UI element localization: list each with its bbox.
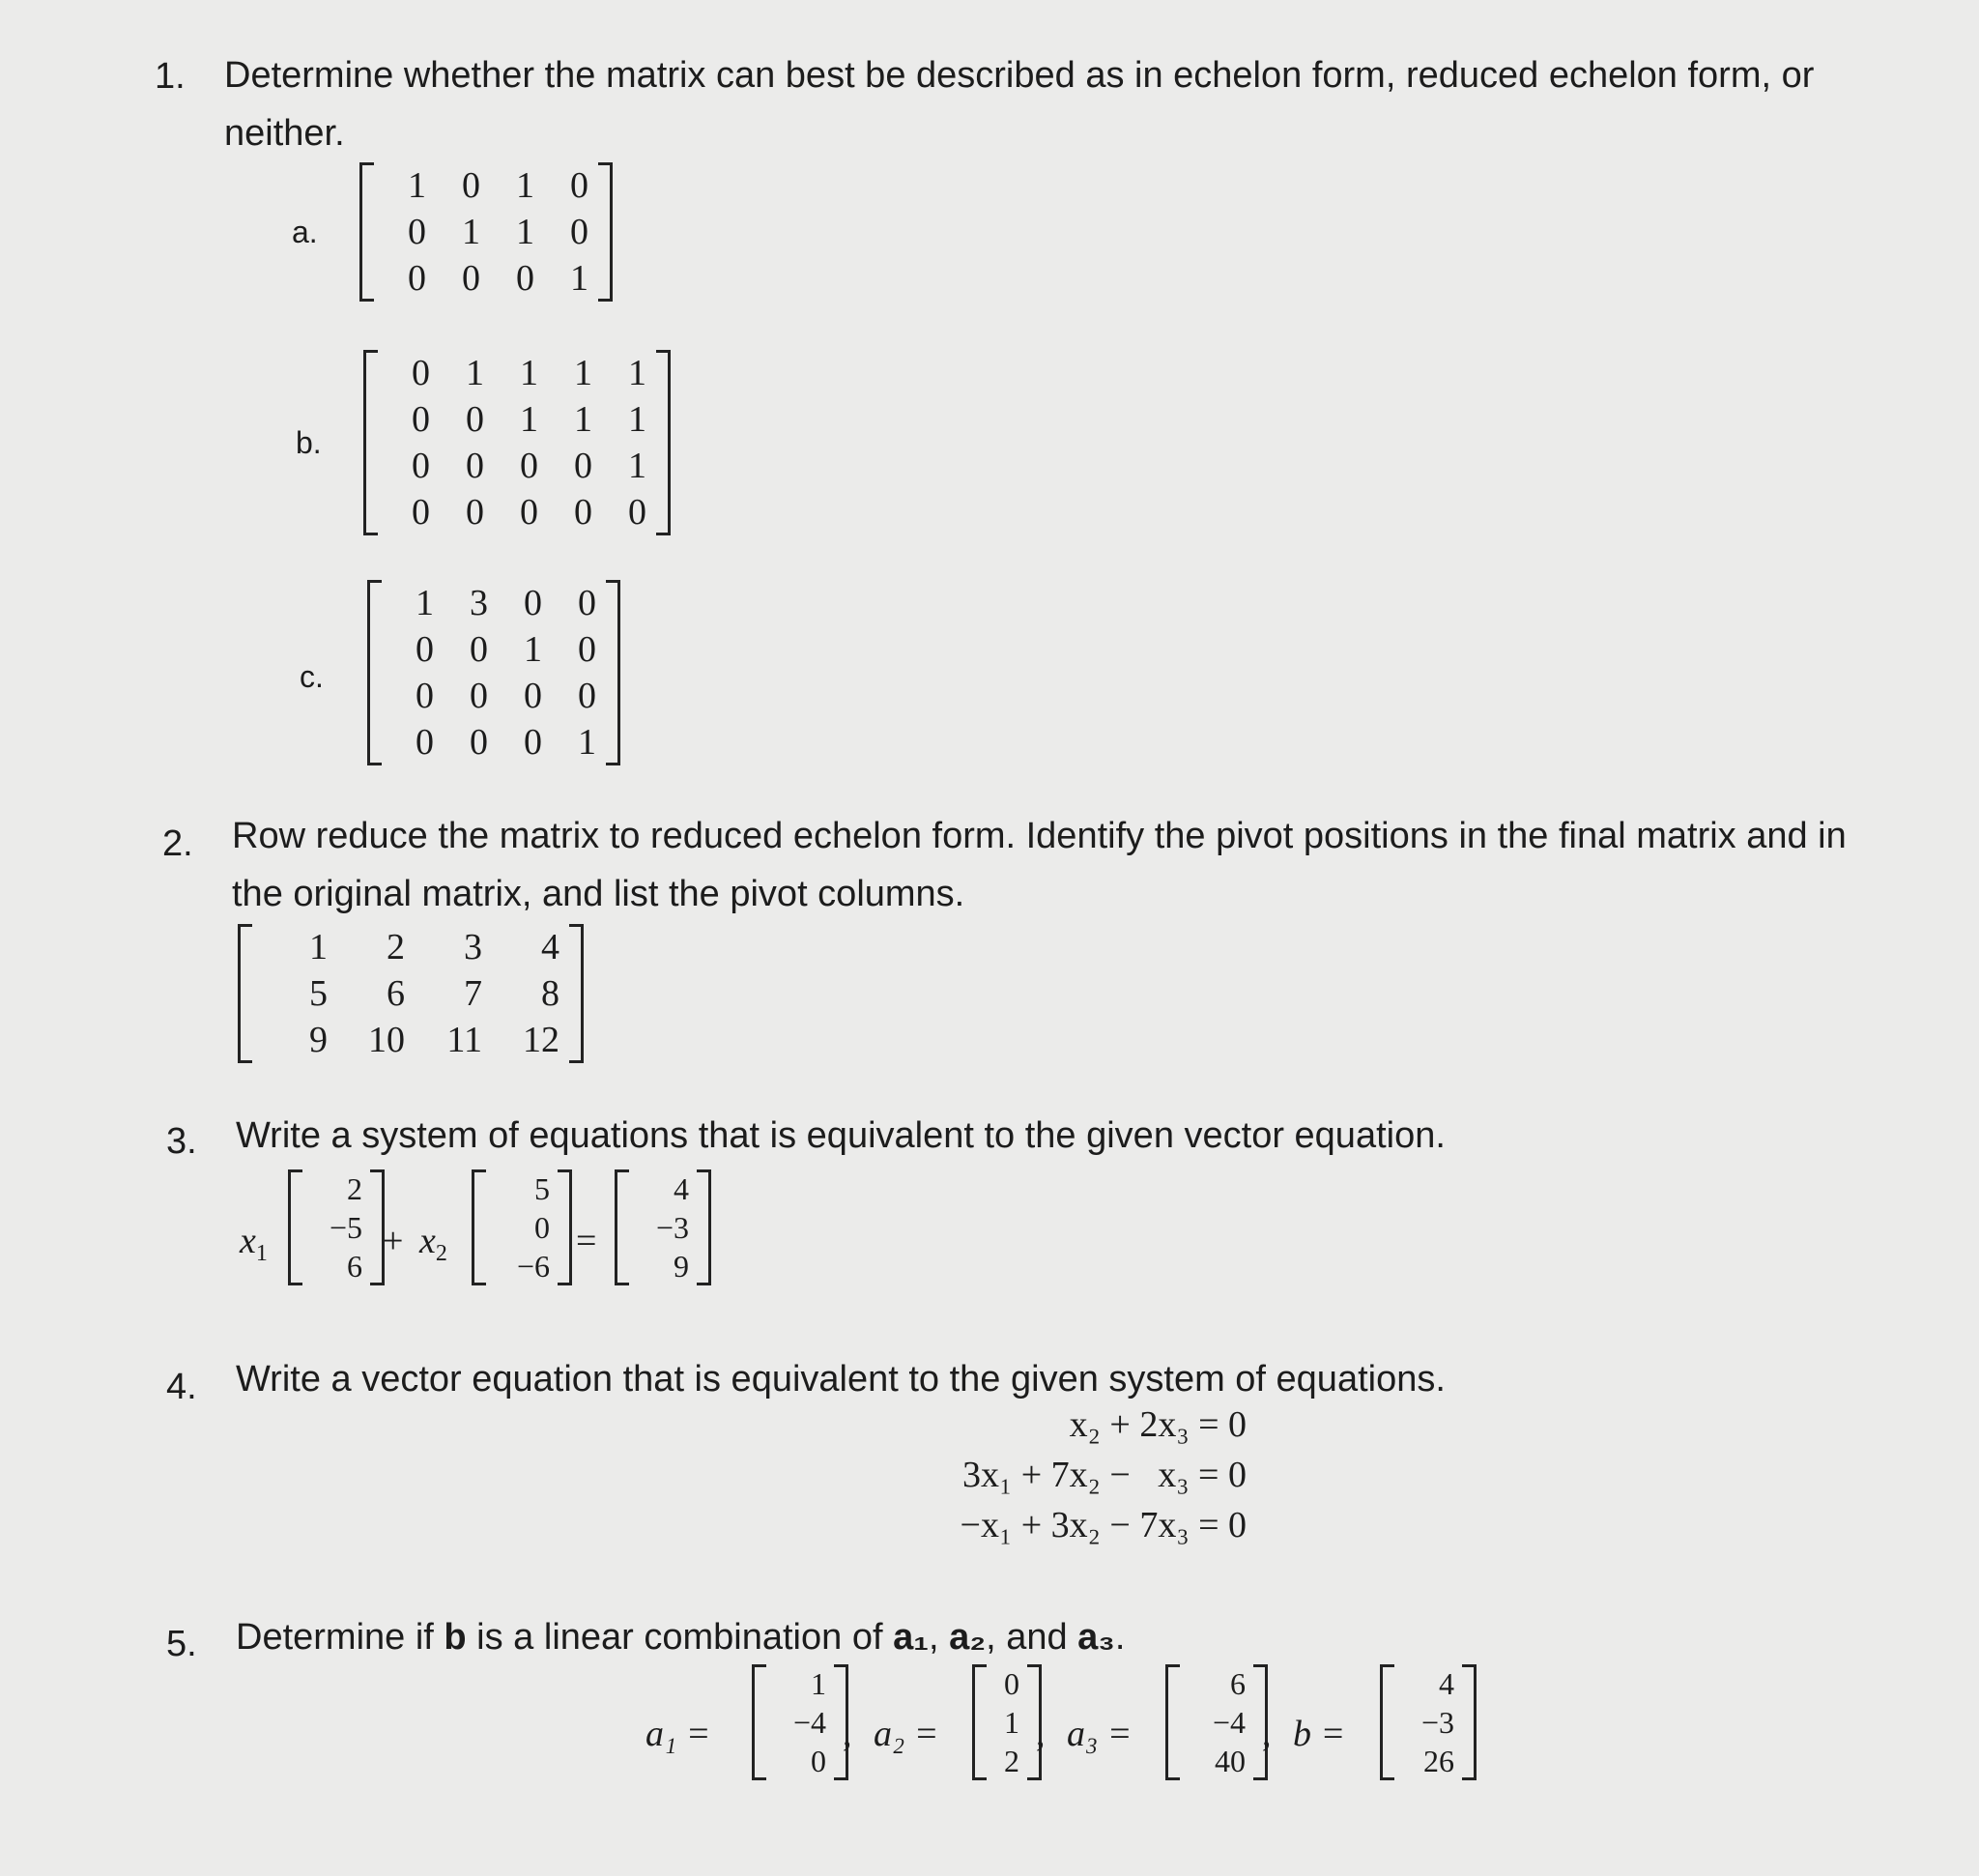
q1-a-matrix <box>359 162 613 302</box>
right-bracket <box>697 1169 711 1285</box>
q5-text-sep: , and <box>986 1617 1078 1658</box>
vector-entry: 0 <box>1004 1666 1019 1701</box>
q5-text-a3: a₃ <box>1077 1617 1115 1658</box>
subscript: 2 <box>435 1241 447 1266</box>
x-variable: x <box>240 1221 256 1261</box>
x-variable: x <box>419 1221 436 1261</box>
q3-x2 <box>419 1220 447 1267</box>
matrix-entry: 0 <box>628 492 646 533</box>
matrix-entry: 0 <box>408 212 426 252</box>
q5-a1-label: a₁ = <box>645 1714 711 1754</box>
matrix-entry: 1 <box>570 258 588 299</box>
q2-text: Row reduce the matrix to reduced echelon form. Identify the pivot positions in the final matrix and in the original matrix, and list the pivot columns. <box>232 816 1847 914</box>
vector-entry: 9 <box>674 1249 689 1284</box>
q4-equation-2: 3x₁ + 7x₂ − x₃ = 0 <box>961 1455 1247 1495</box>
q5-a3-vector <box>1165 1664 1268 1780</box>
matrix-entry: 1 <box>520 399 538 440</box>
matrix-entry: 0 <box>570 212 588 252</box>
vector-entry: −4 <box>792 1705 826 1740</box>
matrix-entry: 0 <box>520 446 538 486</box>
comma: , <box>1262 1714 1272 1754</box>
q5-text <box>236 1608 1936 1666</box>
q1-c-matrix <box>367 580 620 765</box>
comma: , <box>843 1714 852 1754</box>
vector-entry: 1 <box>811 1666 826 1701</box>
matrix-entry: 1 <box>516 212 534 252</box>
matrix-entry: 3 <box>470 583 488 623</box>
vector-entry: −6 <box>516 1249 550 1284</box>
matrix-entry: 1 <box>408 165 426 206</box>
matrix-entry: 1 <box>309 927 328 967</box>
q2-number: 2. <box>162 823 193 864</box>
q1-b-label: b. <box>296 425 322 460</box>
q5-number: 5. <box>166 1624 197 1664</box>
matrix-entry: 11 <box>446 1020 482 1060</box>
left-bracket <box>752 1664 766 1780</box>
left-bracket <box>1380 1664 1394 1780</box>
left-bracket <box>472 1169 486 1285</box>
q5-a2-label: a₂ = <box>874 1714 939 1754</box>
matrix-entry: 0 <box>462 165 480 206</box>
vector-entry: −4 <box>1212 1705 1246 1740</box>
q3-x1 <box>240 1220 268 1267</box>
matrix-entry: 1 <box>516 165 534 206</box>
left-bracket <box>972 1664 987 1780</box>
subscript: 1 <box>255 1241 268 1266</box>
matrix-entry: 1 <box>574 399 592 440</box>
matrix-entry: 0 <box>412 353 430 393</box>
matrix-entry: 8 <box>541 973 559 1014</box>
q3-vector-3 <box>615 1169 711 1285</box>
matrix-entry: 0 <box>524 722 542 763</box>
matrix-entry: 0 <box>516 258 534 299</box>
matrix-entry: 0 <box>412 446 430 486</box>
matrix-entry: 6 <box>387 973 405 1014</box>
right-bracket <box>598 162 613 302</box>
matrix-entry: 0 <box>578 629 596 670</box>
matrix-entry: 1 <box>578 722 596 763</box>
vector-entry: −3 <box>655 1210 689 1245</box>
q5-a2-vector <box>972 1664 1042 1780</box>
matrix-entry: 1 <box>628 399 646 440</box>
matrix-entry: 3 <box>464 927 482 967</box>
matrix-entry: 1 <box>574 353 592 393</box>
q5-text-a2: a₂ <box>949 1617 987 1658</box>
matrix-entry: 1 <box>628 353 646 393</box>
matrix-entry: 7 <box>464 973 482 1014</box>
q5-text-b: b <box>444 1617 467 1658</box>
vector-entry: 2 <box>1004 1744 1019 1778</box>
vector-entry: 6 <box>347 1249 362 1284</box>
matrix-entry: 0 <box>416 722 434 763</box>
q4-text: Write a vector equation that is equivalent to the given system of equations. <box>236 1359 1446 1400</box>
q2-matrix <box>238 924 584 1063</box>
right-bracket <box>569 924 584 1063</box>
q4-equation-3: −x₁ + 3x₂ − 7x₃ = 0 <box>960 1505 1247 1545</box>
matrix-entry: 0 <box>416 676 434 716</box>
q3-vector-2 <box>472 1169 572 1285</box>
q5-a3-label: a₃ = <box>1067 1714 1133 1754</box>
matrix-entry: 2 <box>387 927 405 967</box>
q4-number: 4. <box>166 1367 197 1407</box>
q1-b-matrix <box>363 350 671 535</box>
matrix-entry: 0 <box>520 492 538 533</box>
left-bracket <box>1165 1664 1180 1780</box>
q5-text-mid: is a linear combination of <box>466 1617 894 1658</box>
matrix-entry: 0 <box>412 399 430 440</box>
right-bracket <box>606 580 620 765</box>
vector-entry: 5 <box>534 1171 550 1206</box>
q1-text: Determine whether the matrix can best be described as in echelon form, reduced echelon form, or neither. <box>224 55 1815 154</box>
matrix-entry: 0 <box>524 583 542 623</box>
matrix-entry: 1 <box>524 629 542 670</box>
q3-text: Write a system of equations that is equivalent to the given vector equation. <box>236 1115 1446 1156</box>
matrix-entry: 0 <box>570 165 588 206</box>
q1-a-label: a. <box>292 215 318 249</box>
q4-equation-1: x₂ + 2x₃ = 0 <box>1069 1404 1247 1445</box>
vector-entry: 4 <box>1439 1666 1454 1701</box>
matrix-entry: 1 <box>466 353 484 393</box>
q5-a1-vector <box>752 1664 848 1780</box>
matrix-entry: 1 <box>628 446 646 486</box>
matrix-entry: 0 <box>574 492 592 533</box>
matrix-entry: 0 <box>578 583 596 623</box>
left-bracket <box>238 924 252 1063</box>
vector-entry: 0 <box>811 1744 826 1778</box>
matrix-entry: 0 <box>462 258 480 299</box>
matrix-entry: 0 <box>412 492 430 533</box>
right-bracket <box>1462 1664 1477 1780</box>
q5-text-prefix: Determine if <box>236 1617 445 1658</box>
q5-text-end: . <box>1114 1617 1126 1658</box>
left-bracket <box>359 162 374 302</box>
vector-entry: 0 <box>534 1210 550 1245</box>
q3-number: 3. <box>166 1121 197 1162</box>
matrix-entry: 4 <box>541 927 559 967</box>
q1-number: 1. <box>155 56 186 97</box>
q5-b-vector <box>1380 1664 1477 1780</box>
matrix-entry: 1 <box>462 212 480 252</box>
vector-entry: 4 <box>674 1171 689 1206</box>
vector-entry: 6 <box>1230 1666 1246 1701</box>
matrix-entry: 1 <box>520 353 538 393</box>
vector-entry: −5 <box>329 1210 362 1245</box>
matrix-entry: 0 <box>470 676 488 716</box>
matrix-entry: 0 <box>408 258 426 299</box>
comma: , <box>1036 1714 1046 1754</box>
left-bracket <box>367 580 382 765</box>
matrix-entry: 9 <box>309 1020 328 1060</box>
matrix-entry: 0 <box>524 676 542 716</box>
matrix-entry: 1 <box>416 583 434 623</box>
q3-plus-sign: + <box>383 1221 404 1261</box>
vector-entry: 2 <box>347 1171 362 1206</box>
matrix-entry: 0 <box>466 492 484 533</box>
matrix-entry: 0 <box>466 399 484 440</box>
vector-entry: 1 <box>1004 1705 1019 1740</box>
vector-entry: −3 <box>1420 1705 1454 1740</box>
q5-b-label: b = <box>1293 1714 1346 1754</box>
matrix-entry: 10 <box>368 1020 405 1060</box>
matrix-entry: 0 <box>574 446 592 486</box>
vector-entry: 26 <box>1423 1744 1454 1778</box>
q5-text-sep: , <box>928 1617 950 1658</box>
right-bracket <box>656 350 671 535</box>
q4-equation-system <box>850 1400 1247 1550</box>
matrix-entry: 0 <box>416 629 434 670</box>
q1-c-label: c. <box>300 659 324 694</box>
matrix-entry: 0 <box>470 629 488 670</box>
left-bracket <box>615 1169 629 1285</box>
left-bracket <box>363 350 378 535</box>
matrix-entry: 0 <box>578 676 596 716</box>
matrix-entry: 5 <box>309 973 328 1014</box>
q3-equals-sign: = <box>576 1221 597 1261</box>
matrix-entry: 12 <box>523 1020 559 1060</box>
matrix-entry: 0 <box>470 722 488 763</box>
left-bracket <box>288 1169 302 1285</box>
vector-entry: 40 <box>1215 1744 1246 1778</box>
right-bracket <box>558 1169 572 1285</box>
q5-text-a1: a₁ <box>893 1617 929 1658</box>
matrix-entry: 0 <box>466 446 484 486</box>
q3-vector-1 <box>288 1169 385 1285</box>
